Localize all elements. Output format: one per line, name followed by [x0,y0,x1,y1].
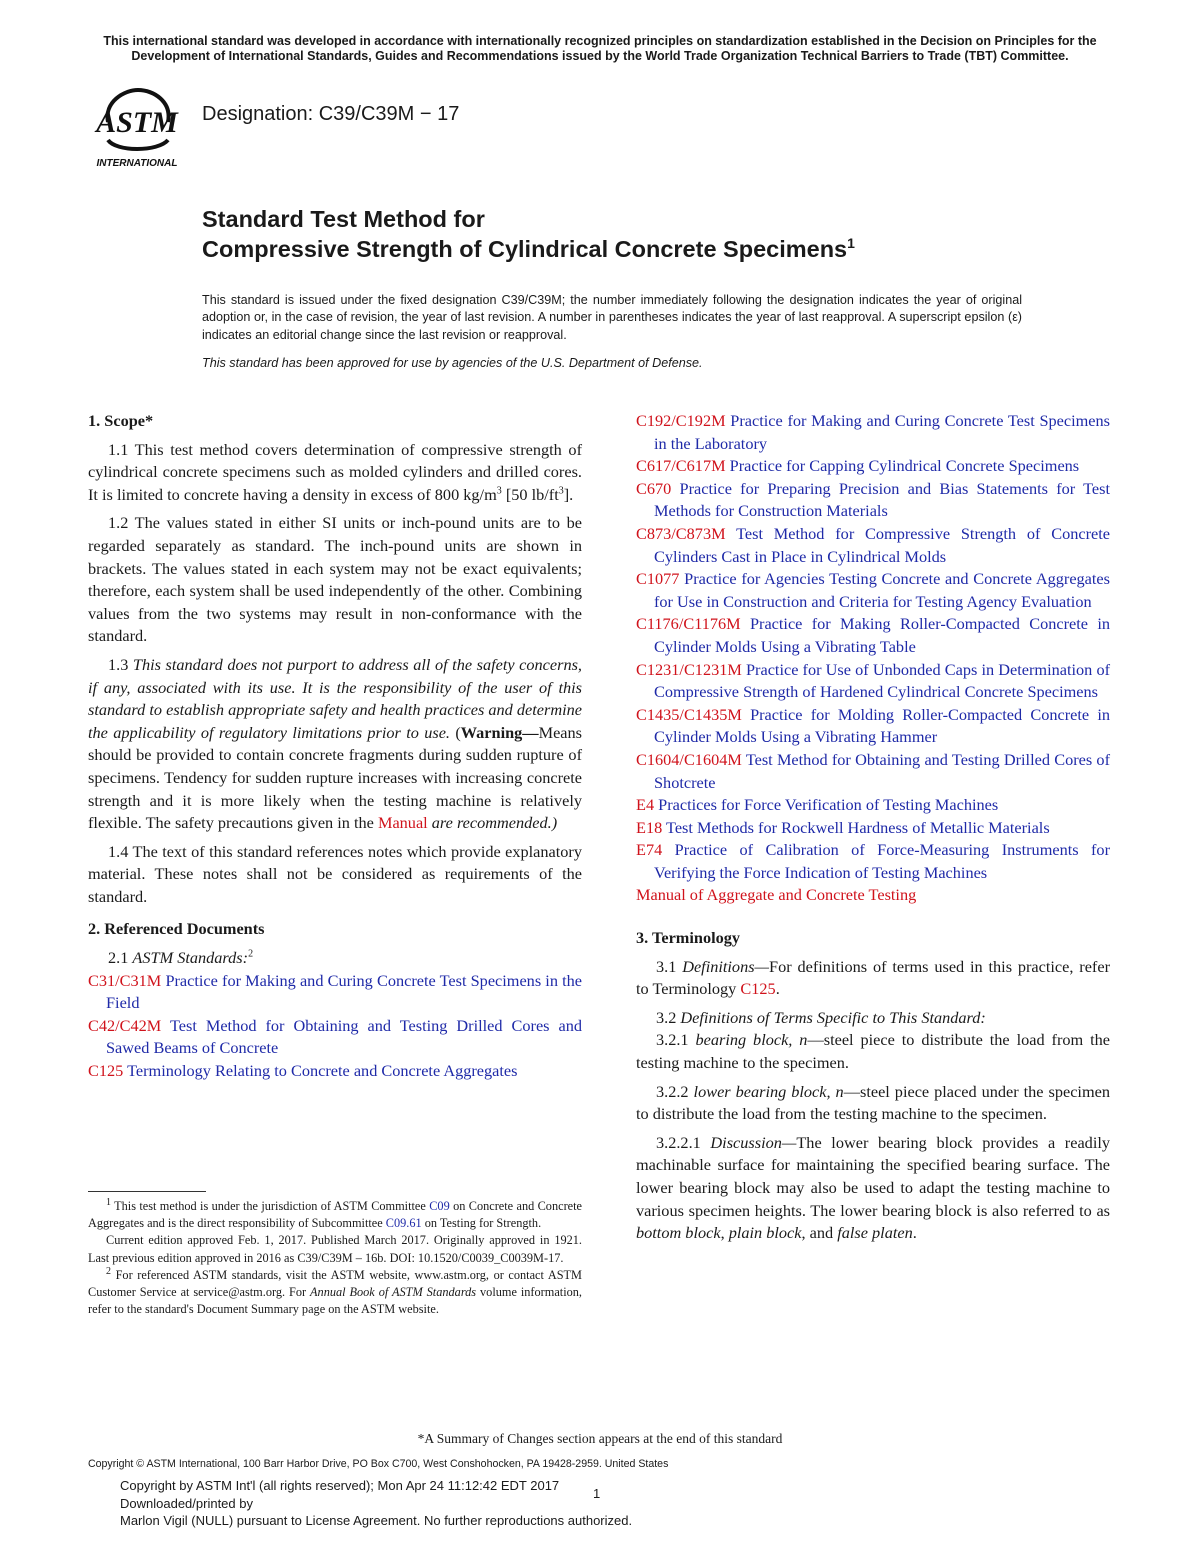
dod-statement: This standard has been approved for use by agencies of the U.S. Department of Defense. [202,356,703,370]
paragraph-3-2: 3.2 Definitions of Terms Specific to This Standard: [656,1007,986,1027]
reference-code[interactable]: C1231/C1231M [636,659,742,679]
reference-title[interactable]: Test Methods for Rockwell Hardness of Metallic Materials [666,817,1050,837]
reference-item[interactable] [636,613,1110,658]
reference-title[interactable]: Practice for Capping Cylindrical Concrete Specimens [729,456,1080,476]
license-line-3: Marlon Vigil (NULL) pursuant to License Agreement. No further reproductions authorized. [120,1513,633,1529]
title-footnote-mark: 1 [847,235,855,252]
reference-code[interactable]: C1176/C1176M [636,614,741,634]
footnote-rule [88,1191,206,1192]
c0961-link[interactable]: C09.61 [385,1216,422,1231]
title-line2: Compressive Strength of Cylindrical Concrete Specimens [202,236,848,262]
reference-item[interactable] [636,523,1110,568]
reference-item[interactable] [636,455,1110,478]
reference-item[interactable] [636,839,1110,884]
paragraph-3-2-2-1: 3.2.2.1 Discussion—The lower bearing block provides a readily machinable surface for maintaining the specified bearing surface. The lower bearing block may also be used to adapt the testing machine to various specimen heights. The lower bearing block is also referred to as bottom block, plain block, and false platen. [636,1132,1111,1243]
reference-code[interactable]: E74 [636,840,663,860]
right-reference-list [636,410,1110,884]
reference-title[interactable]: Practices for Force Verification of Testing Machines [658,795,999,815]
reference-title[interactable]: Practice for Making and Curing Concrete Test Specimens in the Field [106,970,583,1013]
tbt-notice-line1: This international standard was developed in accordance with internationally recognized principles on standardization established in the Decision on Principles for the [103,34,1097,48]
reference-title[interactable]: Test Method for Obtaining and Testing Drilled Cores of Shotcrete [654,749,1110,792]
logo-subtext: INTERNATIONAL [96,158,178,169]
reference-code[interactable]: C670 [636,478,672,498]
reference-item[interactable] [88,970,582,1015]
reference-code[interactable]: C1435/C1435M [636,704,742,724]
left-reference-list [88,970,582,1083]
summary-of-changes-note: *A Summary of Changes section appears at the end of this standard [417,1431,783,1446]
reference-title[interactable]: Terminology Relating to Concrete and Concrete Aggregates [127,1061,518,1081]
footnote-1: $^1$ This test method is under the jurisdiction of ASTM Committee C09 on Concrete and Concrete Aggregates and is the direct responsibility of Subcommittee C09.61 on Testing for Strength. [88,1196,582,1231]
c125-link[interactable]: C125 [740,979,776,999]
paragraph-3-2-2: 3.2.2 lower bearing block, n—steel piece placed under the specimen to distribute the load from the testing machine to the specimen. [636,1081,1110,1124]
footnote-2: $^2$ For referenced ASTM standards, visit the ASTM website, www.astm.org, or contact ASTM Customer Service at service@astm.org. For Annual Book of ASTM Standards volume information, refer to the standard's Document Summary page on the ASTM website. [88,1265,582,1317]
reference-code[interactable]: C125 [88,1061,124,1081]
reference-code[interactable]: C873/C873M [636,523,726,543]
reference-item[interactable] [88,1060,582,1083]
reference-title[interactable]: Practice for Agencies Testing Concrete and Concrete Aggregates for Use in Construction and Criteria for Testing Agency Evaluation [654,569,1110,611]
astm-logo [86,82,188,174]
reference-code[interactable]: C192/C192M [636,411,726,430]
reference-title[interactable]: Practice for Making Roller-Compacted Concrete in Cylinder Molds Using a Vibrating Table [654,614,1110,656]
reference-title[interactable]: Test Method for Compressive Strength of Concrete Cylinders Cast in Place in Cylindrical Molds [654,523,1110,566]
reference-item[interactable]: Manual of Aggregate and Concrete Testing [636,885,917,905]
reference-title[interactable]: Practice for Use of Unbonded Caps in Determination of Compressive Strength of Hardened Cylindrical Concrete Specimens [654,659,1110,702]
reference-item[interactable] [636,817,1110,840]
reference-code[interactable]: E18 [636,817,663,837]
left-column [88,410,582,1083]
license-footer [120,1477,820,1530]
reference-title[interactable]: Practice for Making and Curing Concrete Test Specimens in the Laboratory [654,411,1110,453]
section-heading-scope: 1. Scope* [88,411,154,430]
reference-code[interactable]: C617/C617M [636,456,726,476]
license-line-2: Downloaded/printed by [120,1495,253,1511]
tbt-notice [80,34,1120,64]
reference-item[interactable] [636,410,1110,455]
reference-title[interactable]: Practice of Calibration of Force-Measuring Instruments for Verifying the Force Indication of Testing Machines [654,840,1110,882]
paragraph-1-3: 1.3 This standard does not purport to address all of the safety concerns, if any, associated with its use. It is the responsibility of the user of this standard to establish appropriate safety and health practices and determine the applicability of regulatory limitations prior to use. (Warning—Means should be provided to contain concrete fragments during sudden rupture of specimens. Tendency for sudden rupture increases with increasing concrete strength and it is more likely when the testing machine is relatively flexible. The safety precautions given in the Manual are recommended.) [88,654,582,833]
paragraph-1-4: 1.4 The text of this standard references notes which provide explanatory material. These notes shall not be considered as requirements of the standard. [88,841,582,906]
reference-item[interactable] [636,659,1110,704]
tbt-notice-line2: Development of International Standards, Guides and Recommendations issued by the World Trade Organization Technical Barriers to Trade (TBT) Committee. [131,49,1069,63]
copyright-line: Copyright © ASTM International, 100 Barr Harbor Drive, PO Box C700, West Conshohocken, PA 19428-2959. United States [88,1458,669,1470]
footnotes [88,1198,582,1318]
title-line1: Standard Test Method for [202,206,485,232]
reference-code[interactable]: C1604/C1604M [636,749,742,769]
license-line-1: Copyright by ASTM Int'l (all rights reserved); Mon Apr 24 11:12:42 EDT 2017 [120,1478,560,1493]
reference-code[interactable]: E4 [636,795,655,815]
issuance-statement: This standard is issued under the fixed designation C39/C39M; the number immediately following the designation indicates the year of original adoption or, in the case of revision, the year of last revision. A number in parentheses indicates the year of last reapproval. A superscript epsilon (ε) indicates an editorial change since the last revision or reapproval. [202,293,1022,342]
section-heading-terminology: 3. Terminology [636,928,741,948]
designation: Designation: C39/C39M − 17 [202,103,460,125]
paragraph-1-1: 1.1 This test method covers determination of compressive strength of cylindrical concrete specimens such as molded cylinders and drilled cores. It is limited to concrete having a density in excess of 800 $kg/m^3$ [50 $lb/ft^3$]. [88,439,582,504]
document-title [202,204,855,264]
reference-item[interactable] [636,704,1110,749]
paragraph-1-2: 1.2 The values stated in either SI units or inch-pound units are to be regarded separately as standard. The inch-pound units are shown in brackets. The values stated in each system may not be exact equivalents; therefore, each system shall be used independently of the other. Combining values from the two systems may result in non-conformance with the standard. [88,513,582,646]
c09-link[interactable]: C09 [429,1199,450,1213]
reference-code[interactable]: C42/C42M [88,1015,162,1035]
footnote-1-edition: Current edition approved Feb. 1, 2017. Published March 2017. Originally approved in 1921. Last previous edition approved in 2016 as C39/C39M – 16b. DOI: 10.1520/C0039_C0039M-17. [88,1233,582,1265]
right-column [636,410,1110,1245]
paragraph-3-1: 3.1 Definitions—For definitions of terms used in this practice, refer to Terminology C125. [636,956,1111,999]
reference-item[interactable] [636,568,1110,613]
reference-item[interactable] [636,749,1110,794]
reference-code[interactable]: C1077 [636,569,680,589]
reference-title[interactable]: Test Method for Obtaining and Testing Drilled Cores and Sawed Beams of Concrete [106,1015,582,1058]
reference-item[interactable] [636,478,1110,523]
reference-title[interactable]: Practice for Preparing Precision and Bias Statements for Test Methods for Construction Materials [654,478,1110,521]
logo-text: ASTM [96,106,178,139]
reference-item[interactable] [636,794,1110,817]
manual-link[interactable]: Manual [377,813,428,833]
paragraph-2-1: 2.1 ASTM Standards:$^2$ [108,948,254,968]
reference-title[interactable]: Practice for Molding Roller-Compacted Concrete in Cylinder Molds Using a Vibrating Hammer [654,704,1110,747]
section-heading-referenced-documents: 2. Referenced Documents [88,919,265,939]
paragraph-3-2-1: 3.2.1 bearing block, n—steel piece to distribute the load from the testing machine to the specimen. [636,1030,1110,1073]
page-number: 1 [593,1486,601,1501]
reference-code[interactable]: C31/C31M [88,970,162,990]
reference-item[interactable] [88,1015,582,1060]
